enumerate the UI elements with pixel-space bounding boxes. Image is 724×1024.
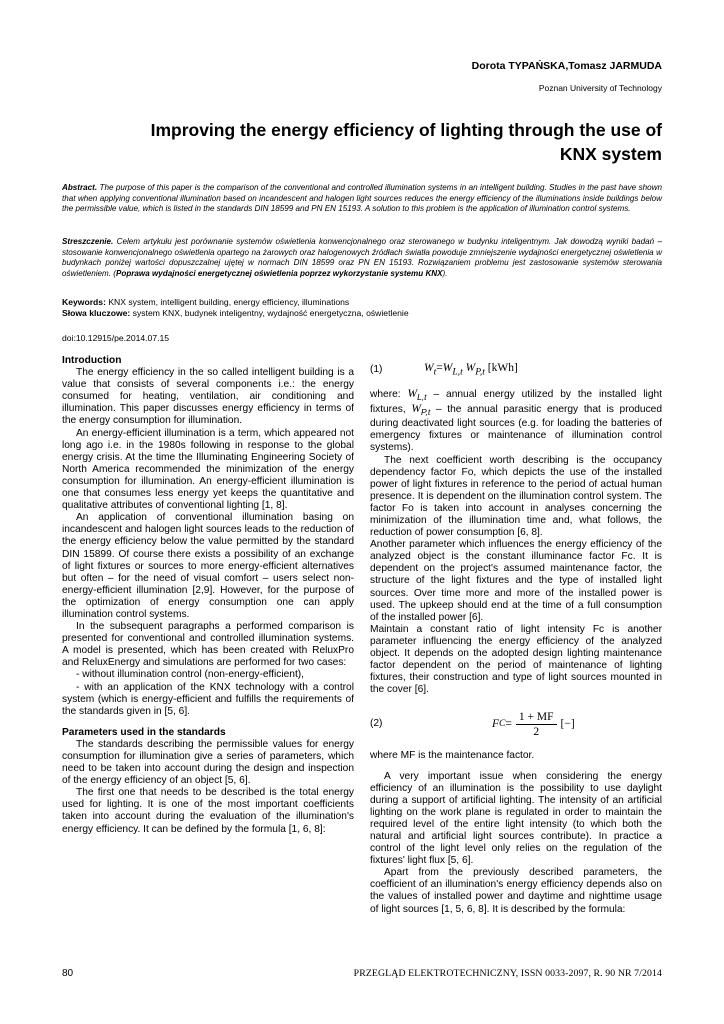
right-column: [370, 362, 662, 916]
streszczenie-end: ).: [442, 268, 448, 278]
paragraph: The first one that needs to be described is the total energy used for lighting. It is one of the most important coefficients taken into account during the evaluation of the illumination's energy efficiency. It can be defined by the formula [1, 6, 8]:: [62, 787, 354, 835]
list-item: - with an application of the KNX technology with a control system (which is energy-efficient and fulfills the requirements of the standards given in [5, 6].: [62, 681, 354, 717]
equation-number: (2): [370, 718, 383, 730]
paragraph: Apart from the previously described parameters, the coefficient of an illumination's energy efficiency depends also on the values of installed power and daytime and nighttime usage of light sources [1, 5, 6, 8]. It is described by the formula:: [370, 867, 662, 915]
equation-1: [370, 362, 662, 378]
title-line-1: Improving the energy efficiency of lighting through the use of: [150, 120, 662, 140]
keywords-pl-text: system KNX, budynek inteligentny, wydajność energetyczna, oświetlenie: [130, 308, 409, 319]
keywords-line: [62, 297, 409, 308]
streszczenie-label: Streszczenie.: [62, 237, 114, 246]
keywords-label: Keywords:: [62, 297, 106, 307]
where-definition: where MF is the maintenance factor.: [370, 750, 535, 762]
paper-title: [60, 118, 662, 166]
paragraph: An energy-efficient illumination is a term, which appeared not long ago i.e. in the 1980s following in response to the global energy crisis. At the time the Illuminating Engineering Society of North America recommended the minimization of the energy consumption for illumination. An energy-efficient illumination is one that consumes less energy yet keeps the quantitative and qualitative attributes of conventional lighting [1, 8].: [62, 427, 354, 512]
paragraph: The standards describing the permissible values for energy consumption for illumination give a series of parameters, which need to be taken into account during the design and inspection of the energy efficiency of an object [5, 6].: [62, 738, 354, 787]
affiliation: Poznan University of Technology: [538, 83, 662, 93]
list-item: - without illumination control (non-energy-efficient),: [76, 669, 305, 681]
equation-number: (1): [370, 363, 383, 375]
paragraph: Maintain a constant ratio of light intensity Fc is another parameter influencing the energy efficiency of the analyzed object. It depends on the adopted design lighting maintenance factor dependent on the period of maintenance of lighting fixtures, their construction and type of light sources mounted in the cover [6].: [370, 623, 662, 696]
abstract-text: The purpose of this paper is the comparison of the conventional and controlled illumination systems in an intelligent building. Studies in the past have shown that when applying conventional illumination based on incandescent and halogen light sources reduces the energy efficiency of the illuminations inside buildings below the permissible value, which is listed in the standards DIN 18599 and PN EN 15193. A solution to this problem is the application of illumination control systems.: [62, 183, 662, 214]
page-number: 80: [62, 968, 74, 979]
intro-heading: Introduction: [62, 355, 122, 366]
paragraph: A very important issue when considering the energy efficiency of an illumination is the possibility to use daylight during a support of artificial lighting. The intensity of an artificial lighting on the work plane is regulated in order to maintain the required level of the entire light intensity (to which both the natural and artificial light sources contribute). In practice a control of the light level only relies on the regulation of the fixtures' light flux [5, 6].: [370, 770, 662, 867]
equation-2: [370, 704, 662, 744]
keywords-pl-line: [62, 308, 409, 319]
equation-body: F C = $\frac{1 + MF}{2}$ [−]: [492, 710, 575, 738]
keywords-text: KNX system, intelligent building, energy efficiency, illuminations: [105, 297, 350, 307]
paragraph: The next coefficient worth describing is the occupancy dependency factor Fo, which depicts the use of the installed power of light fixtures in reference to the period of actual human presence. It is dependent on the illumination control system. The factor Fo is taken into account in analyses concerning the minimization of the illumination time and, what follows, the reduction of power consumption [6, 8].: [370, 454, 662, 539]
fraction: $\frac{1 + MF}{2}$: [516, 711, 557, 738]
keywords-pl-label: Słowa kluczowe:: [62, 308, 131, 319]
abstract: [62, 183, 662, 215]
left-column: [62, 355, 354, 836]
streszczenie: [62, 237, 662, 279]
equation-body: $W_t=W_{L,t}$ $W_{P,t}$ [kWh]: [424, 361, 518, 378]
paragraph: An application of conventional illumination basing on incandescent and halogen light sources leads to the reduction of the energy efficiency below the value permitted by the standard DIN 15899. Of course there exists a possibility of an exchange of light fixtures or sources to more energy-efficient alternatives but often – for the need of visual comfort – users select non-energy-efficient illumination [2,9]. However, for the purpose of the optimization of energy consumption one can apply illumination control systems.: [62, 512, 354, 620]
doi: doi:10.12915/pe.2014.07.15: [62, 333, 170, 343]
abstract-label: Abstract.: [62, 183, 98, 192]
paragraph: In the subsequent paragraphs a performed comparison is presented for conventional and controlled illumination systems. A model is presented, which has been created with ReluxPro and ReluxEnergy and simulations are performed for two cases:: [62, 621, 354, 669]
streszczenie-bold-title: Poprawa wydajności energetycznej oświetlenia poprzez wykorzystanie systemu KNX: [115, 268, 443, 278]
paragraph: The energy efficiency in the so called intelligent building is a value that consists of several components i.e.: the energy consumed for heating, ventilation, air conditioning and illumination. This paper discusses energy efficiency in terms of the energy consumption for illumination.: [62, 367, 354, 427]
params-heading: Parameters used in the standards: [62, 726, 226, 738]
journal-footer: PRZEGLĄD ELEKTROTECHNICZNY, ISSN 0033-2097, R. 90 NR 7/2014: [353, 968, 662, 979]
title-line-2: KNX system: [559, 144, 662, 164]
authors: Dorota TYPAŃSKA,Tomasz JARMUDA: [471, 60, 662, 72]
streszczenie-text: Celem artykułu jest porównanie systemów oświetlenia konwencjonalnego oraz sterowanego w budynku inteligentnym. Jak dowodzą wyniki badań – stosowanie konwencjonalnego oświetlenia opartego na żarowych oraz halogenowych źródłach światła powoduje zmniejszenie wydajności energetycznej oświetlenia w budynkach poniżej wartości dopuszczalnej ujętej w normach DIN 18599 oraz PN EN 15193. Rozwiązaniem problemu jest zastosowanie systemów sterowania oświetleniem. (: [62, 237, 662, 278]
keywords-block: [62, 297, 409, 320]
paragraph: Another parameter which influences the energy efficiency of the analyzed object is the constant illuminance factor Fc. It is dependent on the project's assumed maintenance factor, the structure of the light fixtures and the type of installed light sources. Over time more and more of the installed power is used. The upkeep should end at the time of a full consumption of the installed power [6].: [370, 539, 662, 623]
where-definition: where: $W_{L,t}$ – annual energy utilized by the installed light fixtures, $W_{P,t}$ – the annual parasitic energy that is produced during deactivated light sources (e.g. for loading the batteries of emergency fixtures or maintenance of illumination control systems).: [370, 388, 663, 454]
